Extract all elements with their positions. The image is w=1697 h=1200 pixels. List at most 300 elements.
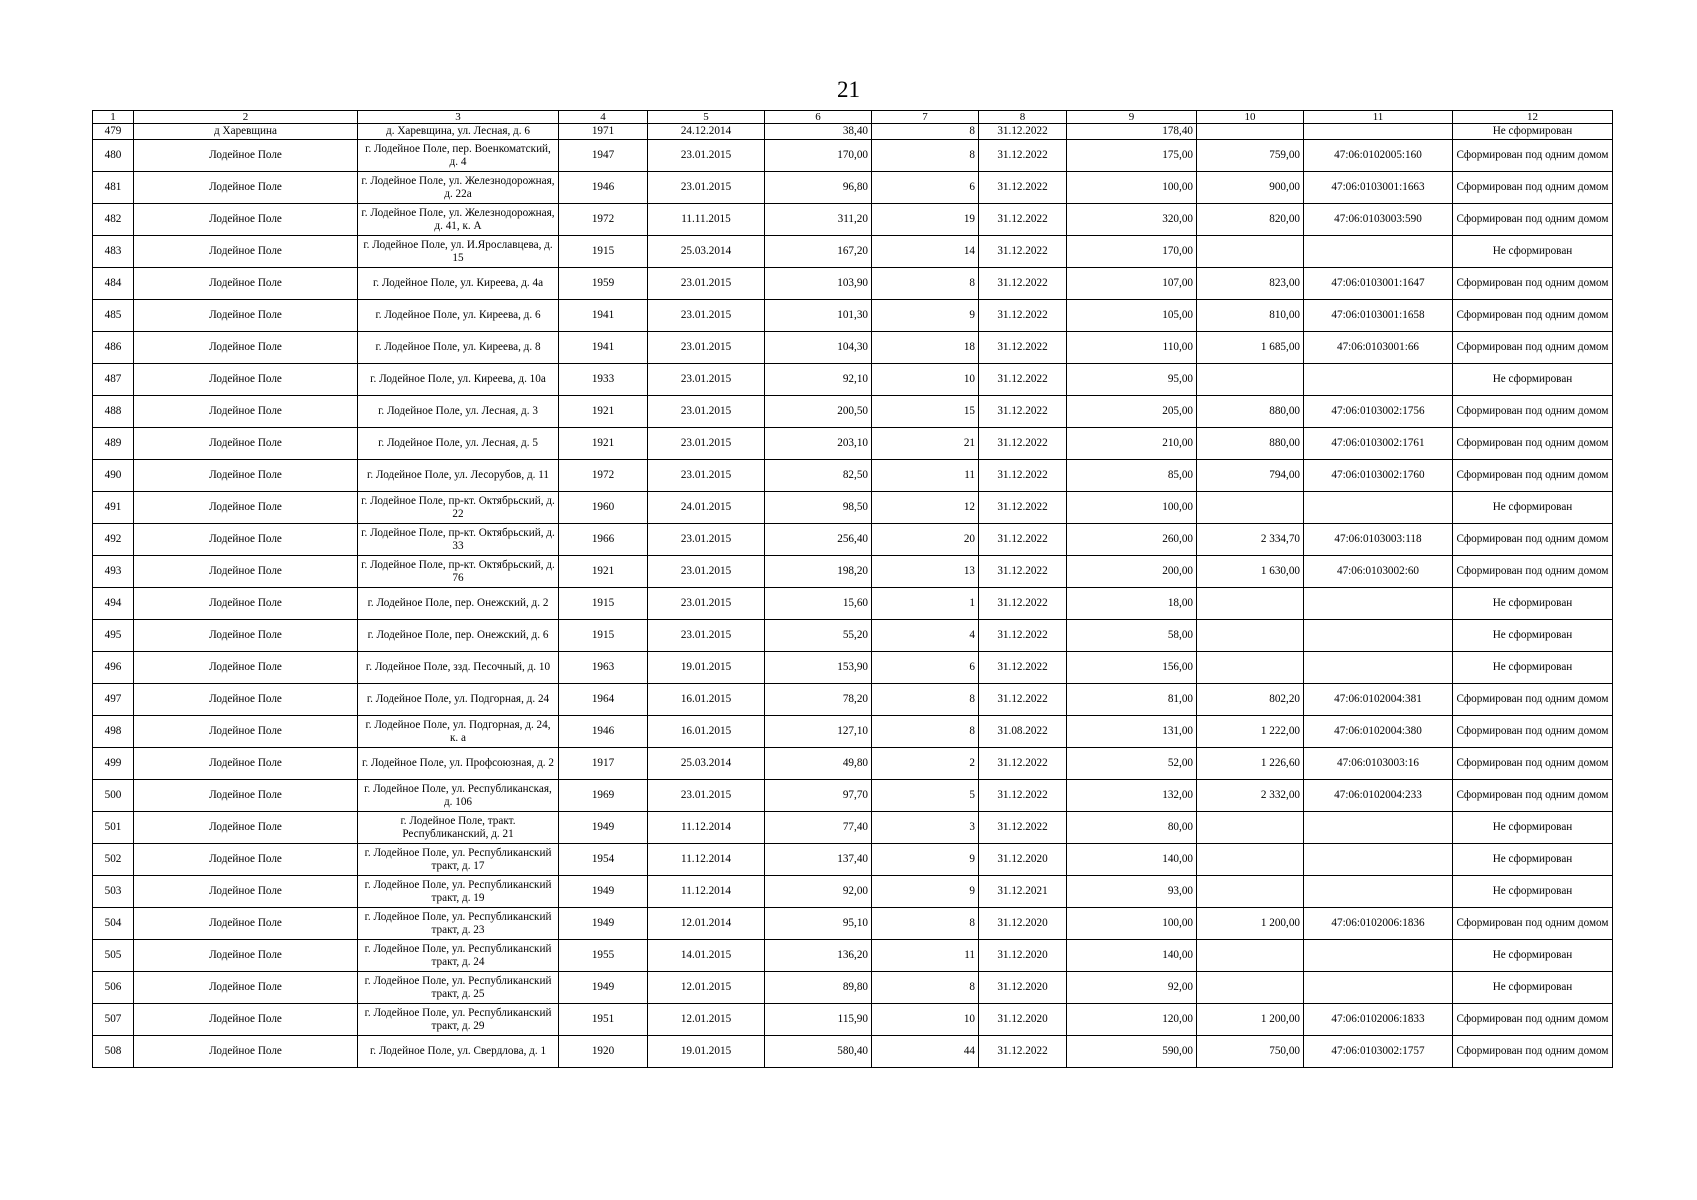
cell-settlement: д Харевщина bbox=[134, 124, 358, 140]
cell-build-year: 1921 bbox=[559, 396, 648, 428]
table-row bbox=[93, 556, 1613, 588]
cell-build-year: 1954 bbox=[559, 844, 648, 876]
cell-resettlement-date: 31.12.2020 bbox=[979, 1004, 1067, 1036]
cell-resettlement-date: 31.12.2022 bbox=[979, 620, 1067, 652]
cell-address: г. Лодейное Поле, ул. Республиканский тракт, д. 19 bbox=[358, 876, 559, 908]
column-header: 10 bbox=[1197, 111, 1304, 124]
cell-settlement: Лодейное Поле bbox=[134, 716, 358, 748]
cell-settlement: Лодейное Поле bbox=[134, 940, 358, 972]
cell-land-status: Не сформирован bbox=[1453, 492, 1613, 524]
cell-settlement: Лодейное Поле bbox=[134, 268, 358, 300]
cell-living-area: 170,00 bbox=[765, 140, 872, 172]
cell-residents-count: 4 bbox=[872, 620, 979, 652]
cell-living-area: 97,70 bbox=[765, 780, 872, 812]
cell-land-area: 810,00 bbox=[1197, 300, 1304, 332]
cell-land-status: Сформирован под одним домом bbox=[1453, 396, 1613, 428]
cell-resettlement-date: 31.12.2022 bbox=[979, 556, 1067, 588]
cell-land-status: Сформирован под одним домом bbox=[1453, 268, 1613, 300]
cell-total-area: 92,00 bbox=[1067, 972, 1197, 1004]
column-header: 1 bbox=[93, 111, 134, 124]
table-row bbox=[93, 460, 1613, 492]
column-header: 8 bbox=[979, 111, 1067, 124]
cell-cadastral-number: 47:06:0102004:381 bbox=[1304, 684, 1453, 716]
cell-land-status: Не сформирован bbox=[1453, 940, 1613, 972]
cell-build-year: 1917 bbox=[559, 748, 648, 780]
cell-settlement: Лодейное Поле bbox=[134, 172, 358, 204]
cell-cadastral-number: 47:06:0102006:1836 bbox=[1304, 908, 1453, 940]
cell-residents-count: 9 bbox=[872, 844, 979, 876]
cell-land-status: Сформирован под одним домом bbox=[1453, 908, 1613, 940]
cell-build-year: 1946 bbox=[559, 716, 648, 748]
cell-settlement: Лодейное Поле bbox=[134, 204, 358, 236]
cell-living-area: 15,60 bbox=[765, 588, 872, 620]
cell-settlement: Лодейное Поле bbox=[134, 332, 358, 364]
cell-resettlement-date: 31.12.2020 bbox=[979, 908, 1067, 940]
cell-land-area bbox=[1197, 844, 1304, 876]
cell-land-area: 1 200,00 bbox=[1197, 1004, 1304, 1036]
cell-living-area: 98,50 bbox=[765, 492, 872, 524]
cell-land-status: Сформирован под одним домом bbox=[1453, 1004, 1613, 1036]
cell-total-area: 80,00 bbox=[1067, 812, 1197, 844]
cell-survey-date: 23.01.2015 bbox=[648, 780, 765, 812]
cell-land-area bbox=[1197, 492, 1304, 524]
cell-row-number: 492 bbox=[93, 524, 134, 556]
cell-build-year: 1972 bbox=[559, 204, 648, 236]
cell-living-area: 198,20 bbox=[765, 556, 872, 588]
cell-land-area bbox=[1197, 236, 1304, 268]
cell-cadastral-number bbox=[1304, 620, 1453, 652]
cell-land-area: 750,00 bbox=[1197, 1036, 1304, 1068]
cell-living-area: 92,00 bbox=[765, 876, 872, 908]
cell-survey-date: 19.01.2015 bbox=[648, 1036, 765, 1068]
cell-living-area: 311,20 bbox=[765, 204, 872, 236]
page-number: 21 bbox=[837, 77, 860, 102]
cell-address: г. Лодейное Поле, тракт. Республиканский, д. 21 bbox=[358, 812, 559, 844]
cell-resettlement-date: 31.12.2022 bbox=[979, 140, 1067, 172]
cell-build-year: 1946 bbox=[559, 172, 648, 204]
cell-row-number: 485 bbox=[93, 300, 134, 332]
cell-build-year: 1915 bbox=[559, 588, 648, 620]
cell-cadastral-number bbox=[1304, 588, 1453, 620]
cell-address: г. Лодейное Поле, ул. Республиканский тракт, д. 23 bbox=[358, 908, 559, 940]
cell-cadastral-number: 47:06:0103001:66 bbox=[1304, 332, 1453, 364]
cell-address: г. Лодейное Поле, ул. Республиканский тракт, д. 25 bbox=[358, 972, 559, 1004]
cell-build-year: 1949 bbox=[559, 876, 648, 908]
cell-build-year: 1963 bbox=[559, 652, 648, 684]
cell-total-area: 140,00 bbox=[1067, 940, 1197, 972]
cell-cadastral-number: 47:06:0103002:1761 bbox=[1304, 428, 1453, 460]
cell-living-area: 92,10 bbox=[765, 364, 872, 396]
cell-residents-count: 12 bbox=[872, 492, 979, 524]
column-header: 12 bbox=[1453, 111, 1613, 124]
cell-total-area: 210,00 bbox=[1067, 428, 1197, 460]
cell-land-area bbox=[1197, 940, 1304, 972]
table-row bbox=[93, 812, 1613, 844]
cell-land-status: Не сформирован bbox=[1453, 620, 1613, 652]
table-row bbox=[93, 1004, 1613, 1036]
cell-total-area: 132,00 bbox=[1067, 780, 1197, 812]
cell-survey-date: 23.01.2015 bbox=[648, 428, 765, 460]
cell-land-area bbox=[1197, 652, 1304, 684]
cell-row-number: 491 bbox=[93, 492, 134, 524]
cell-residents-count: 21 bbox=[872, 428, 979, 460]
cell-row-number: 486 bbox=[93, 332, 134, 364]
cell-resettlement-date: 31.12.2022 bbox=[979, 364, 1067, 396]
column-header: 9 bbox=[1067, 111, 1197, 124]
column-header: 3 bbox=[358, 111, 559, 124]
cell-residents-count: 10 bbox=[872, 364, 979, 396]
cell-address: г. Лодейное Поле, ул. Подгорная, д. 24 bbox=[358, 684, 559, 716]
cell-cadastral-number: 47:06:0103002:60 bbox=[1304, 556, 1453, 588]
cell-resettlement-date: 31.12.2022 bbox=[979, 172, 1067, 204]
cell-build-year: 1964 bbox=[559, 684, 648, 716]
cell-build-year: 1920 bbox=[559, 1036, 648, 1068]
table-row bbox=[93, 364, 1613, 396]
cell-survey-date: 23.01.2015 bbox=[648, 300, 765, 332]
table-body bbox=[93, 111, 1613, 1068]
cell-survey-date: 24.12.2014 bbox=[648, 124, 765, 140]
cell-build-year: 1949 bbox=[559, 812, 648, 844]
cell-build-year: 1971 bbox=[559, 124, 648, 140]
cell-land-area: 794,00 bbox=[1197, 460, 1304, 492]
cell-settlement: Лодейное Поле bbox=[134, 652, 358, 684]
cell-address: г. Лодейное Поле, ззд. Песочный, д. 10 bbox=[358, 652, 559, 684]
cell-residents-count: 6 bbox=[872, 652, 979, 684]
cell-survey-date: 23.01.2015 bbox=[648, 332, 765, 364]
cell-settlement: Лодейное Поле bbox=[134, 972, 358, 1004]
cell-row-number: 495 bbox=[93, 620, 134, 652]
cell-land-status: Сформирован под одним домом bbox=[1453, 140, 1613, 172]
cell-row-number: 482 bbox=[93, 204, 134, 236]
cell-address: г. Лодейное Поле, ул. Свердлова, д. 1 bbox=[358, 1036, 559, 1068]
cell-address: г. Лодейное Поле, ул. Железнодорожная, д. 22а bbox=[358, 172, 559, 204]
cell-residents-count: 14 bbox=[872, 236, 979, 268]
column-header: 2 bbox=[134, 111, 358, 124]
cell-land-status: Не сформирован bbox=[1453, 364, 1613, 396]
cell-total-area: 140,00 bbox=[1067, 844, 1197, 876]
cell-land-area: 1 226,60 bbox=[1197, 748, 1304, 780]
cell-cadastral-number: 47:06:0103002:1756 bbox=[1304, 396, 1453, 428]
cell-resettlement-date: 31.12.2022 bbox=[979, 460, 1067, 492]
cell-build-year: 1947 bbox=[559, 140, 648, 172]
cell-land-status: Сформирован под одним домом bbox=[1453, 748, 1613, 780]
cell-living-area: 101,30 bbox=[765, 300, 872, 332]
cell-land-area: 900,00 bbox=[1197, 172, 1304, 204]
table-row bbox=[93, 876, 1613, 908]
cell-land-status: Не сформирован bbox=[1453, 876, 1613, 908]
cell-living-area: 38,40 bbox=[765, 124, 872, 140]
cell-cadastral-number bbox=[1304, 364, 1453, 396]
cell-resettlement-date: 31.12.2022 bbox=[979, 204, 1067, 236]
cell-settlement: Лодейное Поле bbox=[134, 1004, 358, 1036]
table-row bbox=[93, 172, 1613, 204]
cell-survey-date: 23.01.2015 bbox=[648, 556, 765, 588]
cell-cadastral-number: 47:06:0103001:1658 bbox=[1304, 300, 1453, 332]
cell-survey-date: 23.01.2015 bbox=[648, 524, 765, 556]
cell-resettlement-date: 31.12.2022 bbox=[979, 812, 1067, 844]
cell-settlement: Лодейное Поле bbox=[134, 588, 358, 620]
cell-survey-date: 11.11.2015 bbox=[648, 204, 765, 236]
cell-build-year: 1951 bbox=[559, 1004, 648, 1036]
table-row bbox=[93, 268, 1613, 300]
cell-residents-count: 13 bbox=[872, 556, 979, 588]
table-row bbox=[93, 620, 1613, 652]
cell-residents-count: 18 bbox=[872, 332, 979, 364]
cell-cadastral-number: 47:06:0103002:1760 bbox=[1304, 460, 1453, 492]
cell-settlement: Лодейное Поле bbox=[134, 396, 358, 428]
cell-total-area: 107,00 bbox=[1067, 268, 1197, 300]
cell-resettlement-date: 31.12.2022 bbox=[979, 428, 1067, 460]
cell-survey-date: 23.01.2015 bbox=[648, 460, 765, 492]
cell-total-area: 105,00 bbox=[1067, 300, 1197, 332]
cell-build-year: 1933 bbox=[559, 364, 648, 396]
cell-residents-count: 3 bbox=[872, 812, 979, 844]
cell-land-area: 1 630,00 bbox=[1197, 556, 1304, 588]
column-header: 6 bbox=[765, 111, 872, 124]
cell-survey-date: 12.01.2015 bbox=[648, 1004, 765, 1036]
cell-build-year: 1949 bbox=[559, 908, 648, 940]
cell-settlement: Лодейное Поле bbox=[134, 364, 358, 396]
cell-survey-date: 16.01.2015 bbox=[648, 716, 765, 748]
table-row bbox=[93, 140, 1613, 172]
table-row bbox=[93, 908, 1613, 940]
cell-land-status: Не сформирован bbox=[1453, 236, 1613, 268]
table-row bbox=[93, 300, 1613, 332]
cell-living-area: 78,20 bbox=[765, 684, 872, 716]
cell-land-status: Не сформирован bbox=[1453, 652, 1613, 684]
cell-land-area bbox=[1197, 364, 1304, 396]
cell-cadastral-number: 47:06:0102004:233 bbox=[1304, 780, 1453, 812]
cell-land-status: Сформирован под одним домом bbox=[1453, 780, 1613, 812]
cell-living-area: 136,20 bbox=[765, 940, 872, 972]
cell-cadastral-number bbox=[1304, 876, 1453, 908]
cell-total-area: 85,00 bbox=[1067, 460, 1197, 492]
cell-address: г. Лодейное Поле, пр-кт. Октябрьский, д. 76 bbox=[358, 556, 559, 588]
cell-cadastral-number: 47:06:0102004:380 bbox=[1304, 716, 1453, 748]
cell-resettlement-date: 31.12.2022 bbox=[979, 396, 1067, 428]
cell-land-area bbox=[1197, 876, 1304, 908]
cell-residents-count: 11 bbox=[872, 940, 979, 972]
cell-residents-count: 6 bbox=[872, 172, 979, 204]
cell-row-number: 504 bbox=[93, 908, 134, 940]
cell-settlement: Лодейное Поле bbox=[134, 524, 358, 556]
cell-survey-date: 23.01.2015 bbox=[648, 172, 765, 204]
cell-total-area: 81,00 bbox=[1067, 684, 1197, 716]
cell-total-area: 58,00 bbox=[1067, 620, 1197, 652]
cell-row-number: 487 bbox=[93, 364, 134, 396]
column-header: 5 bbox=[648, 111, 765, 124]
cell-cadastral-number bbox=[1304, 492, 1453, 524]
cell-land-area bbox=[1197, 972, 1304, 1004]
cell-living-area: 153,90 bbox=[765, 652, 872, 684]
cell-total-area: 170,00 bbox=[1067, 236, 1197, 268]
cell-survey-date: 23.01.2015 bbox=[648, 620, 765, 652]
cell-total-area: 18,00 bbox=[1067, 588, 1197, 620]
cell-living-area: 103,90 bbox=[765, 268, 872, 300]
cell-address: г. Лодейное Поле, пер. Военкоматский, д. 4 bbox=[358, 140, 559, 172]
cell-row-number: 503 bbox=[93, 876, 134, 908]
table-row bbox=[93, 844, 1613, 876]
cell-row-number: 502 bbox=[93, 844, 134, 876]
cell-survey-date: 11.12.2014 bbox=[648, 844, 765, 876]
cell-land-status: Сформирован под одним домом bbox=[1453, 332, 1613, 364]
cell-build-year: 1949 bbox=[559, 972, 648, 1004]
cell-address: г. Лодейное Поле, ул. Республиканский тракт, д. 29 bbox=[358, 1004, 559, 1036]
cell-residents-count: 8 bbox=[872, 140, 979, 172]
cell-total-area: 156,00 bbox=[1067, 652, 1197, 684]
table-row bbox=[93, 332, 1613, 364]
cell-survey-date: 23.01.2015 bbox=[648, 268, 765, 300]
table-row bbox=[93, 652, 1613, 684]
cell-address: г. Лодейное Поле, ул. Киреева, д. 10а bbox=[358, 364, 559, 396]
cell-living-area: 96,80 bbox=[765, 172, 872, 204]
cell-settlement: Лодейное Поле bbox=[134, 460, 358, 492]
cell-row-number: 488 bbox=[93, 396, 134, 428]
cell-land-status: Сформирован под одним домом bbox=[1453, 716, 1613, 748]
cell-residents-count: 20 bbox=[872, 524, 979, 556]
cell-survey-date: 23.01.2015 bbox=[648, 396, 765, 428]
cell-total-area: 120,00 bbox=[1067, 1004, 1197, 1036]
cell-living-area: 115,90 bbox=[765, 1004, 872, 1036]
cell-residents-count: 9 bbox=[872, 300, 979, 332]
cell-residents-count: 2 bbox=[872, 748, 979, 780]
cell-settlement: Лодейное Поле bbox=[134, 780, 358, 812]
cell-row-number: 500 bbox=[93, 780, 134, 812]
cell-resettlement-date: 31.12.2022 bbox=[979, 524, 1067, 556]
cell-build-year: 1972 bbox=[559, 460, 648, 492]
cell-total-area: 200,00 bbox=[1067, 556, 1197, 588]
cell-settlement: Лодейное Поле bbox=[134, 620, 358, 652]
cell-resettlement-date: 31.12.2022 bbox=[979, 780, 1067, 812]
column-header: 4 bbox=[559, 111, 648, 124]
cell-address: г. Лодейное Поле, ул. Киреева, д. 6 bbox=[358, 300, 559, 332]
cell-address: г. Лодейное Поле, ул. Железнодорожная, д. 41, к. А bbox=[358, 204, 559, 236]
cell-survey-date: 12.01.2015 bbox=[648, 972, 765, 1004]
cell-cadastral-number: 47:06:0103003:590 bbox=[1304, 204, 1453, 236]
cell-living-area: 580,40 bbox=[765, 1036, 872, 1068]
cell-address: г. Лодейное Поле, ул. И.Ярославцева, д. 15 bbox=[358, 236, 559, 268]
cell-total-area: 320,00 bbox=[1067, 204, 1197, 236]
column-header: 11 bbox=[1304, 111, 1453, 124]
cell-cadastral-number bbox=[1304, 236, 1453, 268]
cell-land-status: Сформирован под одним домом bbox=[1453, 524, 1613, 556]
cell-total-area: 100,00 bbox=[1067, 908, 1197, 940]
cell-build-year: 1959 bbox=[559, 268, 648, 300]
cell-residents-count: 8 bbox=[872, 124, 979, 140]
cell-address: г. Лодейное Поле, ул. Республиканский тракт, д. 24 bbox=[358, 940, 559, 972]
cell-address: г. Лодейное Поле, ул. Республиканская, д. 106 bbox=[358, 780, 559, 812]
table-row bbox=[93, 748, 1613, 780]
cell-total-area: 100,00 bbox=[1067, 492, 1197, 524]
cell-settlement: Лодейное Поле bbox=[134, 492, 358, 524]
cell-row-number: 481 bbox=[93, 172, 134, 204]
cell-survey-date: 19.01.2015 bbox=[648, 652, 765, 684]
cell-settlement: Лодейное Поле bbox=[134, 748, 358, 780]
cell-land-status: Сформирован под одним домом bbox=[1453, 1036, 1613, 1068]
cell-cadastral-number: 47:06:0103001:1647 bbox=[1304, 268, 1453, 300]
cell-resettlement-date: 31.12.2022 bbox=[979, 124, 1067, 140]
cell-total-area: 590,00 bbox=[1067, 1036, 1197, 1068]
cell-cadastral-number bbox=[1304, 812, 1453, 844]
cell-cadastral-number: 47:06:0102006:1833 bbox=[1304, 1004, 1453, 1036]
cell-living-area: 256,40 bbox=[765, 524, 872, 556]
cell-land-status: Сформирован под одним домом bbox=[1453, 300, 1613, 332]
table-row bbox=[93, 428, 1613, 460]
cell-row-number: 480 bbox=[93, 140, 134, 172]
cell-total-area: 100,00 bbox=[1067, 172, 1197, 204]
cell-settlement: Лодейное Поле bbox=[134, 684, 358, 716]
cell-residents-count: 8 bbox=[872, 908, 979, 940]
cell-address: г. Лодейное Поле, пр-кт. Октябрьский, д. 22 bbox=[358, 492, 559, 524]
cell-resettlement-date: 31.12.2020 bbox=[979, 844, 1067, 876]
cell-row-number: 496 bbox=[93, 652, 134, 684]
table-row bbox=[93, 1036, 1613, 1068]
cell-row-number: 493 bbox=[93, 556, 134, 588]
cell-total-area: 178,40 bbox=[1067, 124, 1197, 140]
table-row bbox=[93, 716, 1613, 748]
cell-survey-date: 23.01.2015 bbox=[648, 588, 765, 620]
cell-total-area: 205,00 bbox=[1067, 396, 1197, 428]
cell-cadastral-number bbox=[1304, 940, 1453, 972]
cell-build-year: 1915 bbox=[559, 236, 648, 268]
cell-living-area: 82,50 bbox=[765, 460, 872, 492]
cell-build-year: 1955 bbox=[559, 940, 648, 972]
cell-land-status: Не сформирован bbox=[1453, 972, 1613, 1004]
header-row bbox=[93, 111, 1613, 124]
register-table bbox=[92, 110, 1613, 1068]
cell-resettlement-date: 31.12.2022 bbox=[979, 1036, 1067, 1068]
cell-settlement: Лодейное Поле bbox=[134, 812, 358, 844]
cell-land-status: Сформирован под одним домом bbox=[1453, 204, 1613, 236]
cell-row-number: 505 bbox=[93, 940, 134, 972]
cell-cadastral-number: 47:06:0103002:1757 bbox=[1304, 1036, 1453, 1068]
cell-living-area: 49,80 bbox=[765, 748, 872, 780]
table-row bbox=[93, 940, 1613, 972]
cell-living-area: 167,20 bbox=[765, 236, 872, 268]
cell-settlement: Лодейное Поле bbox=[134, 140, 358, 172]
cell-cadastral-number bbox=[1304, 844, 1453, 876]
cell-row-number: 507 bbox=[93, 1004, 134, 1036]
cell-build-year: 1969 bbox=[559, 780, 648, 812]
cell-residents-count: 8 bbox=[872, 716, 979, 748]
cell-settlement: Лодейное Поле bbox=[134, 876, 358, 908]
cell-land-area bbox=[1197, 812, 1304, 844]
cell-build-year: 1941 bbox=[559, 332, 648, 364]
cell-living-area: 200,50 bbox=[765, 396, 872, 428]
cell-living-area: 89,80 bbox=[765, 972, 872, 1004]
cell-resettlement-date: 31.12.2022 bbox=[979, 332, 1067, 364]
cell-land-area: 880,00 bbox=[1197, 428, 1304, 460]
cell-residents-count: 44 bbox=[872, 1036, 979, 1068]
cell-land-area: 880,00 bbox=[1197, 396, 1304, 428]
cell-row-number: 497 bbox=[93, 684, 134, 716]
cell-settlement: Лодейное Поле bbox=[134, 1036, 358, 1068]
cell-land-area: 2 334,70 bbox=[1197, 524, 1304, 556]
cell-land-status: Сформирован под одним домом bbox=[1453, 172, 1613, 204]
cell-survey-date: 12.01.2014 bbox=[648, 908, 765, 940]
cell-address: г. Лодейное Поле, ул. Профсоюзная, д. 2 bbox=[358, 748, 559, 780]
cell-living-area: 104,30 bbox=[765, 332, 872, 364]
cell-resettlement-date: 31.12.2020 bbox=[979, 940, 1067, 972]
cell-residents-count: 8 bbox=[872, 684, 979, 716]
cell-resettlement-date: 31.12.2022 bbox=[979, 684, 1067, 716]
cell-address: г. Лодейное Поле, ул. Киреева, д. 8 bbox=[358, 332, 559, 364]
cell-resettlement-date: 31.12.2022 bbox=[979, 268, 1067, 300]
cell-settlement: Лодейное Поле bbox=[134, 428, 358, 460]
cell-row-number: 490 bbox=[93, 460, 134, 492]
cell-total-area: 93,00 bbox=[1067, 876, 1197, 908]
cell-build-year: 1941 bbox=[559, 300, 648, 332]
